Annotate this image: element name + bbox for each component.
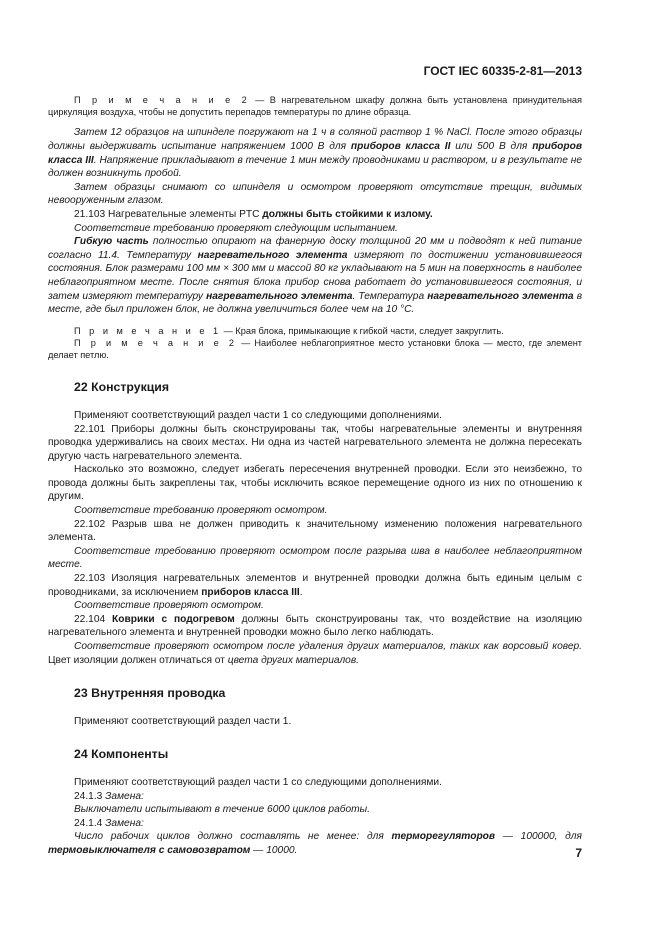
text-run: измеряют по достижении установившегося состояния. Блок размерами 100 мм × 300 мм и массой 80 кг укладывают на 5 мин на поверхность в наиболее неблагоприятном месте. После снятия блока прибор снова работает до установившегося состояния, и затем измеряют температуру (48, 249, 582, 302)
text-run: — 100000, для (495, 831, 582, 843)
s24-p5 (48, 830, 582, 857)
text-run: цвета других материалов. (227, 654, 359, 666)
text-run: 24.1.4 (74, 817, 106, 829)
note-2-mid (48, 337, 582, 361)
s22-compliance-2: Соответствие требованию проверяют осмотром после разрыва шва в наиболее неблагоприятном месте. (48, 545, 582, 571)
document-id-header: ГОСТ IEC 60335-2-81—2013 (423, 64, 582, 78)
clause-22-101: 22.101 Приборы должны быть сконструированы так, чтобы нагревательные элементы и внутренняя проводка удерживались на своих местах. Ни одна из частей нагревательного элемента не должна пересекать другую часть нагревательного элемента. (48, 423, 582, 462)
note-label: П р и м е ч а н и е 2 (74, 337, 237, 348)
clause-22-104 (48, 613, 582, 640)
s22-compliance-4 (48, 640, 582, 667)
note-text: — Края блока, примыкающие к гибкой части, следует закруглить. (221, 325, 504, 336)
term-heating-element: нагревательного элемента (427, 290, 574, 302)
note-text: — В нагревательном шкафу должна быть установлена принудительная циркуляция воздуха, чтобы не допустить перепадов температуры по длине образца. (48, 95, 582, 118)
text-run: 21.103 Нагревательные элементы PTC (74, 208, 263, 220)
text-run: Соответствие проверяют осмотром после удаления других материалов, таких как ворсовый ковер. (74, 641, 582, 653)
text-run: полностью опирают на фанерную доску толщиной 20 мм и подводят к ней питание согласно 11.4. Температуру (48, 236, 582, 261)
section-23-heading: 23 Внутренняя проводка (74, 686, 226, 701)
s24-p1: Применяют соответствующий раздел части 1 со следующими дополнениями. (74, 776, 442, 788)
text-run: . Напряжение прикладывают в течение 1 мин между проводниками и раствором, и в результате не должен возникнуть пробой. (48, 154, 582, 180)
text-run: или 500 В для (450, 141, 533, 152)
clause-22-103 (48, 572, 582, 599)
text-run: должны быть сконструированы так, что воздействие на изоляцию нагревательного элемента и внутренней проводки можно было легко наблюдать. (48, 613, 582, 639)
text-run: Затем 12 образцов на шпинделе погружают на 1 ч в соляной раствор 1 % NaCl. После этого образцы должны выдерживать испытание напряжением 1000 В для (48, 127, 582, 152)
section-22-heading: 22 Конструкция (74, 380, 170, 395)
term-thermostats: терморегуляторов (391, 831, 496, 843)
term-class-ii: приборов класса II (350, 141, 451, 152)
paragraph-salt-test (48, 126, 582, 180)
s22-p3: Насколько это возможно, следует избегать пересечения внутренней проводки. Если это неизбежно, то провода должны быть закреплены так, чтобы исключить всякое перемещение одного из них по отношению к другим. (48, 464, 582, 503)
section-24-heading: 24 Компоненты (74, 747, 169, 762)
s24-p3: Выключатели испытывают в течение 6000 циклов работы. (74, 804, 370, 816)
paragraph-remove-samples: Затем образцы снимают со шпинделя и осмотром проверяют отсутствие трещин, видимых невооруженным глазом. (48, 181, 582, 207)
clause-22-102: 22.102 Разрыв шва не должен приводить к значительному изменению положения нагревательного элемента. (48, 518, 582, 544)
text-run: Замена: (105, 817, 144, 829)
note-label: П р и м е ч а н и е 1 (74, 325, 222, 336)
term-class-iii: приборов класса III (48, 141, 583, 166)
paragraph-flexible-part (48, 235, 582, 317)
text-run: . (299, 586, 303, 598)
s22-compliance-1: Соответствие требованию проверяют осмотром. (74, 505, 328, 517)
page-number: 7 (575, 846, 582, 860)
note-2-top (48, 94, 582, 118)
term-self-resetting-cutout: термовыключателя с самовозвратом (48, 844, 251, 856)
paragraph-compliance-test: Соответствие требованию проверяют следующим испытанием. (74, 222, 398, 234)
text-run: . Температура (352, 290, 428, 302)
s22-p1: Применяют соответствующий раздел части 1 со следующими дополнениями. (74, 409, 442, 421)
text-run: 24.1.3 (74, 790, 106, 802)
note-label: П р и м е ч а н и е 2 (74, 95, 250, 105)
text-run: в месте, где был приложен блок, не должна увеличиться более чем на 10 °C. (48, 290, 583, 316)
term-flexible-part: Гибкую часть (74, 236, 149, 248)
term-heated-carpets: Коврики с подогревом (112, 613, 235, 625)
term-heating-element: нагревательного элемента (197, 249, 348, 261)
clause-24-1-3 (48, 790, 582, 804)
requirement-bold: должны быть стойкими к излому. (262, 208, 433, 220)
term-class-iii: приборов класса III (201, 586, 300, 598)
text-run: Число рабочих циклов должно составлять не менее: для (74, 831, 392, 843)
text-run: 22.103 Изоляция нагревательных элементов и внутренней проводки должна быть единым целым с проводниками, за исключением (48, 573, 582, 598)
text-run: Цвет изоляции должен отличаться от (48, 654, 228, 666)
note-1-mid (48, 325, 582, 337)
clause-21-103 (48, 208, 582, 222)
term-heating-element: нагревательного элемента (206, 290, 353, 302)
s22-compliance-3: Соответствие проверяют осмотром. (74, 600, 264, 612)
text-run: 22.104 (74, 613, 113, 625)
note-text: — Наиболее неблагоприятное место установки блока — место, где элемент делает петлю. (48, 337, 582, 361)
clause-24-1-4 (48, 817, 582, 831)
text-run: — 10000. (250, 844, 298, 856)
s23-p1: Применяют соответствующий раздел части 1. (74, 715, 292, 727)
page-body (48, 94, 582, 858)
text-run: Замена: (105, 790, 144, 802)
